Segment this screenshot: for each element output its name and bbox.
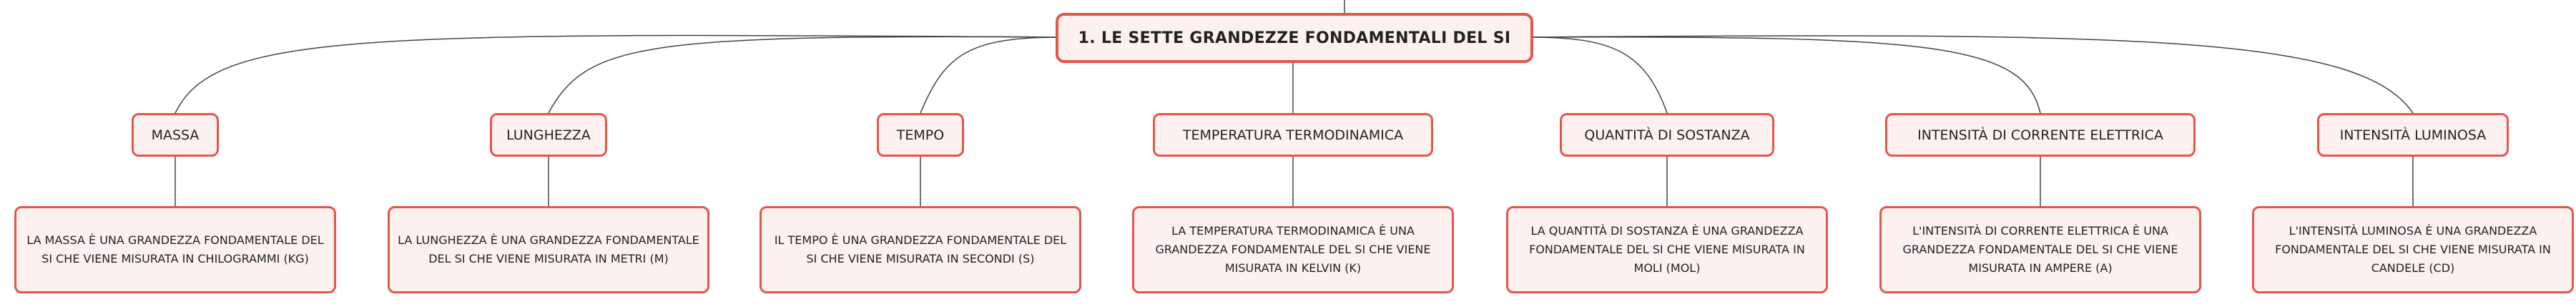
topic-label: TEMPERATURA TERMODINAMICA	[1182, 127, 1404, 143]
subtopic-text: LA MASSA È UNA GRANDEZZA FONDAMENTALE DEL SI CHE VIENE MISURATA IN CHILOGRAMMI (KG)	[26, 233, 324, 265]
subtopic-text: LA QUANTITÀ DI SOSTANZA È UNA GRANDEZZA FONDAMENTALE DEL SI CHE VIENE MISURATA IN MOLI (MOL)	[1529, 224, 1805, 275]
subtopic-lunghezza-description[interactable]	[388, 206, 709, 293]
topic-intensita-di-corrente-elettrica[interactable]	[1885, 113, 2196, 157]
root-topic[interactable]	[1056, 13, 1533, 63]
subtopic-luminosa-description[interactable]	[2252, 206, 2574, 293]
topic-intensita-luminosa[interactable]	[2317, 113, 2509, 157]
topic-quantita-di-sostanza[interactable]	[1560, 113, 1774, 157]
subtopic-temperatura-description[interactable]	[1132, 206, 1454, 293]
topic-label: MASSA	[151, 127, 200, 143]
subtopic-massa-description[interactable]	[14, 206, 336, 293]
topic-lunghezza[interactable]	[490, 113, 607, 157]
subtopic-quantita-description[interactable]	[1506, 206, 1828, 293]
subtopic-text: LA LUNGHEZZA È UNA GRANDEZZA FONDAMENTALE DEL SI CHE VIENE MISURATA IN METRI (M)	[398, 233, 699, 265]
subtopic-tempo-description[interactable]	[759, 206, 1081, 293]
topic-label: INTENSITÀ DI CORRENTE ELETTRICA	[1917, 127, 2163, 143]
topic-label: LUNGHEZZA	[506, 127, 591, 143]
topic-label: TEMPO	[896, 127, 945, 143]
topic-tempo[interactable]	[877, 113, 964, 157]
topic-label: QUANTITÀ DI SOSTANZA	[1584, 127, 1750, 143]
subtopic-text: IL TEMPO È UNA GRANDEZZA FONDAMENTALE DEL SI CHE VIENE MISURATA IN SECONDI (S)	[774, 233, 1067, 265]
root-topic-label: 1. LE SETTE GRANDEZZE FONDAMENTALI DEL SI	[1078, 29, 1511, 47]
topic-label: INTENSITÀ LUMINOSA	[2339, 127, 2487, 143]
subtopic-corrente-description[interactable]	[1879, 206, 2201, 293]
subtopic-text: LA TEMPERATURA TERMODINAMICA È UNA GRANDEZZA FONDAMENTALE DEL SI CHE VIENE MISURATA IN KELVIN (K)	[1155, 224, 1431, 275]
topic-temperatura-termodinamica[interactable]	[1153, 113, 1433, 157]
topic-massa[interactable]	[132, 113, 219, 157]
subtopic-text: L'INTENSITÀ DI CORRENTE ELETTRICA È UNA GRANDEZZA FONDAMENTALE DEL SI CHE VIENE MISURATA IN AMPERE (A)	[1902, 224, 2178, 275]
subtopic-text: L'INTENSITÀ LUMINOSA È UNA GRANDEZZA FONDAMENTALE DEL SI CHE VIENE MISURATA IN CANDELE (CD)	[2275, 224, 2551, 275]
